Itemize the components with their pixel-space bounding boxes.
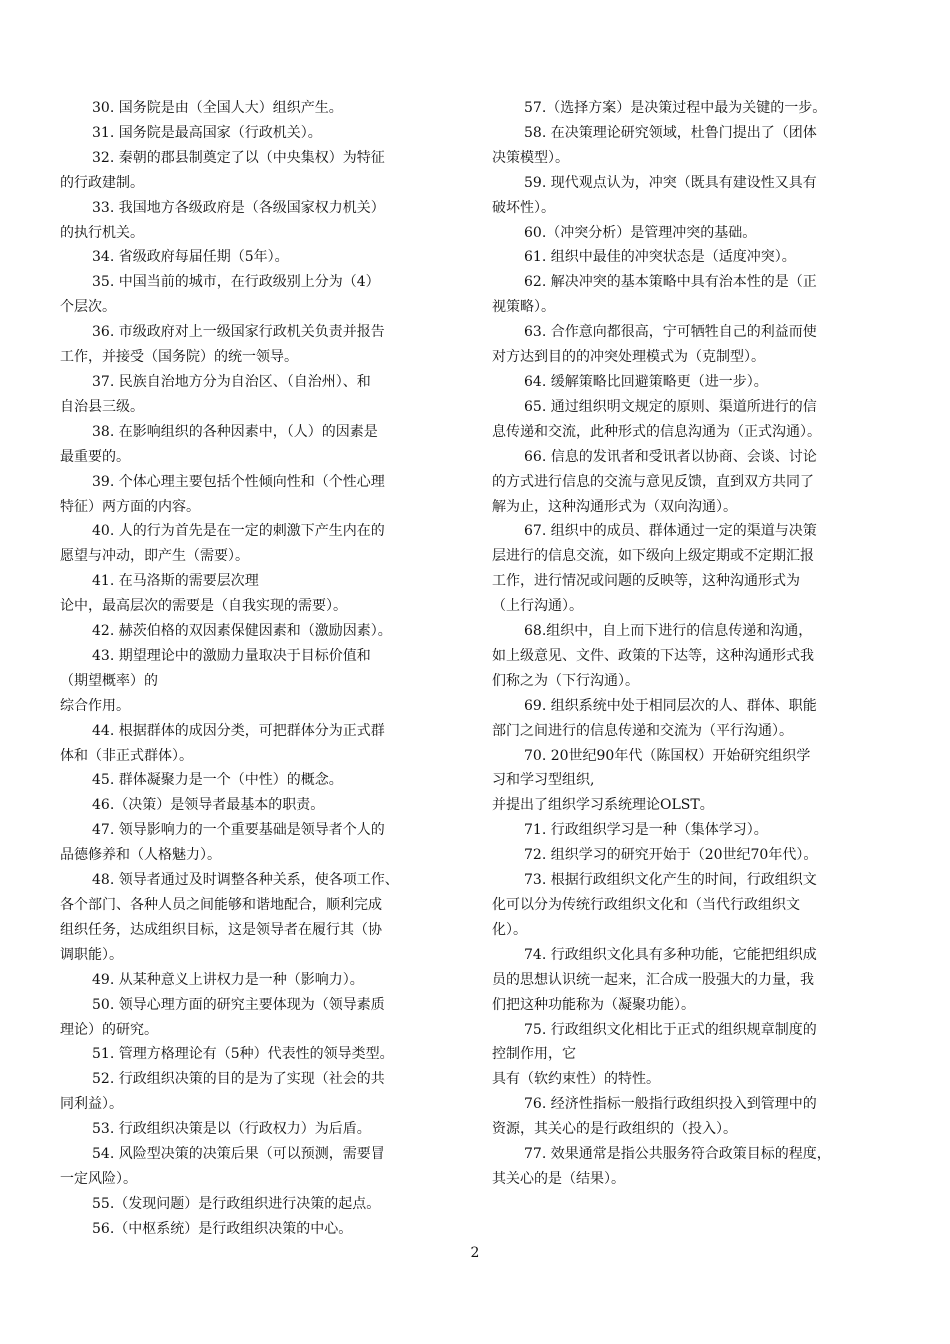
text-line: 决策模型）。: [492, 149, 569, 166]
text-line: 部门之间进行的信息传递和交流为（平行沟通）。: [492, 722, 793, 739]
text-line: 63. 合作意向都很高，宁可牺牲自己的利益而使: [524, 324, 817, 341]
text-line: 习和学习型组织,: [492, 772, 595, 789]
right-column: [492, 96, 888, 1192]
text-line: 具有（软约束性）的特性。: [492, 1071, 660, 1088]
text-line: 71. 行政组织学习是一种（集体学习）。: [524, 822, 768, 839]
text-line: 化可以分为传统行政组织文化和（当代行政组织文: [492, 897, 800, 913]
text-line: 56.（中枢系统）是行政组织决策的中心。: [92, 1220, 353, 1237]
text-line: 70. 20世纪90年代（陈国权）开始研究组织学: [524, 747, 811, 764]
text-line: （期望概率）的: [60, 672, 158, 689]
text-line: 34. 省级政府每届任期（5年）。: [92, 249, 289, 266]
text-line: 层进行的信息交流，如下级向上级定期或不定期汇报: [492, 548, 814, 565]
text-line: 62. 解决冲突的基本策略中具有治本性的是（正: [524, 274, 817, 291]
text-line: 45. 群体凝聚力是一个（中性）的概念。: [92, 772, 343, 789]
text-line: 38. 在影响组织的各种因素中，（人）的因素是: [92, 423, 378, 440]
text-line: 如上级意见、文件、政策的下达等，这种沟通形式我: [492, 647, 814, 664]
text-line: 59. 现代观点认为，冲突（既具有建设性又具有: [524, 174, 817, 191]
text-line: 31. 国务院是最高国家（行政机关）。: [92, 124, 322, 141]
text-line: 控制作用，它: [492, 1046, 576, 1063]
text-line: 自治县三级。: [60, 398, 144, 415]
left-column: [60, 96, 460, 1242]
text-line: 64. 缓解策略比回避策略更（进一步）。: [524, 373, 768, 390]
text-line: 65. 通过组织明文规定的原则、渠道所进行的信: [524, 398, 817, 415]
text-line: 52. 行政组织决策的目的是为了实现（社会的共: [92, 1071, 385, 1088]
text-line: 43. 期望理论中的激励力量取决于目标价值和: [92, 647, 371, 664]
text-line: 55.（发现问题）是行政组织进行决策的起点。: [92, 1195, 381, 1212]
text-line: 41. 在马洛斯的需要层次理: [92, 573, 259, 590]
text-line: 69. 组织系统中处于相同层次的人、群体、职能: [524, 697, 817, 714]
text-line: 48. 领导者通过及时调整各种关系，使各项工作、: [92, 872, 399, 889]
text-line: 论中，最高层次的需要是（自我实现的需要）。: [60, 598, 347, 615]
text-line: 57.（选择方案）是决策过程中最为关键的一步。: [524, 100, 827, 116]
text-line: 个层次。: [60, 299, 116, 316]
text-line: 工作，并接受（国务院）的统一领导。: [60, 349, 298, 366]
text-line: 35. 中国当前的城市，在行政级别上分为（4）: [92, 274, 380, 291]
text-line: 39. 个体心理主要包括个性倾向性和（个性心理: [92, 473, 385, 490]
text-line: 特征）两方面的内容。: [60, 498, 200, 515]
text-line: 54. 风险型决策的决策后果（可以预测，需要冒: [92, 1146, 385, 1163]
text-line: 理论）的研究。: [60, 1021, 158, 1038]
text-line: 品德修养和（人格魅力）。: [60, 847, 221, 864]
text-line: 72. 组织学习的研究开始于（20世纪70年代）。: [524, 847, 818, 864]
text-line: 61. 组织中最佳的冲突状态是（适度冲突）。: [524, 249, 796, 266]
text-line: 32. 秦朝的郡县制奠定了以（中央集权）为特征: [92, 149, 385, 166]
text-line: 体和（非正式群体）。: [60, 747, 193, 764]
text-line: 破坏性）。: [492, 199, 555, 216]
text-line: 53. 行政组织决策是以（行政权力）为后盾。: [92, 1121, 371, 1138]
text-line: 的行政建制。: [60, 174, 144, 191]
text-line: 对方达到目的的冲突处理模式为（克制型）。: [492, 349, 765, 366]
text-line: 68.组织中，自上而下进行的信息传递和沟通，: [524, 623, 813, 640]
text-line: 73. 根据行政组织文化产生的时间，行政组织文: [524, 872, 817, 889]
text-line: 员的思想认识统一起来，汇合成一股强大的力量，我: [492, 971, 814, 988]
text-line: 51. 管理方格理论有（5种）代表性的领导类型。: [92, 1046, 394, 1063]
text-line: 们把这种功能称为（凝聚功能）。: [492, 996, 695, 1013]
text-line: 75. 行政组织文化相比于正式的组织规章制度的: [524, 1021, 817, 1038]
text-line: 30. 国务院是由（全国人大）组织产生。: [92, 100, 343, 116]
text-line: 息传递和交流，此种形式的信息沟通为（正式沟通）。: [492, 423, 821, 440]
text-line: 74. 行政组织文化具有多种功能，它能把组织成: [524, 946, 817, 963]
text-line: 们称之为（下行沟通）。: [492, 672, 639, 689]
text-line: 50. 领导心理方面的研究主要体现为（领导素质: [92, 996, 385, 1013]
text-line: 最重要的。: [60, 448, 130, 465]
text-line: 40. 人的行为首先是在一定的刺激下产生内在的: [92, 523, 385, 540]
page-number: 2: [470, 1245, 480, 1261]
text-line: 67. 组织中的成员、群体通过一定的渠道与决策: [524, 523, 817, 540]
text-line: 44. 根据群体的成因分类，可把群体分为正式群: [92, 722, 385, 739]
text-line: 58. 在决策理论研究领域，杜鲁门提出了（团体: [524, 124, 817, 141]
text-line: 36. 市级政府对上一级国家行政机关负责并报告: [92, 324, 385, 341]
text-line: 33. 我国地方各级政府是（各级国家权力机关）: [92, 199, 385, 216]
text-line: 76. 经济性指标一般指行政组织投入到管理中的: [524, 1096, 817, 1113]
text-line: 42. 赫茨伯格的双因素保健因素和（激励因素）。: [92, 623, 392, 640]
text-line: 47. 领导影响力的一个重要基础是领导者个人的: [92, 822, 385, 839]
text-line: 组织任务，达成组织目标，这是领导者在履行其（协: [60, 921, 382, 938]
text-line: 60.（冲突分析）是管理冲突的基础。: [524, 224, 757, 241]
text-line: 66. 信息的发讯者和受讯者以协商、会谈、讨论: [524, 448, 817, 465]
text-line: 综合作用。: [60, 697, 130, 714]
text-line: 各个部门、各种人员之间能够和谐地配合，顺利完成: [60, 897, 382, 913]
text-line: 解为止，这种沟通形式为（双向沟通）。: [492, 498, 737, 515]
text-line: 愿望与冲动，即产生（需要）。: [60, 548, 249, 565]
text-line: 并提出了组织学习系统理论OLST。: [492, 797, 714, 814]
text-line: 一定风险）。: [60, 1170, 137, 1187]
text-line: 资源，其关心的是行政组织的（投入）。: [492, 1121, 737, 1138]
text-line: 工作，进行情况或问题的反映等，这种沟通形式为: [492, 573, 800, 590]
text-line: 的方式进行信息的交流与意见反馈，直到双方共同了: [492, 473, 814, 490]
text-line: 的执行机关。: [60, 224, 144, 241]
text-line: 77. 效果通常是指公共服务符合政策目标的程度，: [524, 1146, 831, 1163]
text-line: 46.（决策）是领导者最基本的职责。: [92, 797, 325, 814]
text-line: 49. 从某种意义上讲权力是一种（影响力）。: [92, 971, 364, 988]
text-line: 其关心的是（结果）。: [492, 1170, 625, 1187]
text-line: 化）。: [492, 921, 527, 938]
text-line: 调职能）。: [60, 946, 123, 963]
text-line: 同利益）。: [60, 1096, 123, 1113]
text-line: 37. 民族自治地方分为自治区、（自治州）、和: [92, 373, 371, 390]
text-line: （上行沟通）。: [492, 598, 583, 615]
text-line: 视策略）。: [492, 299, 555, 316]
